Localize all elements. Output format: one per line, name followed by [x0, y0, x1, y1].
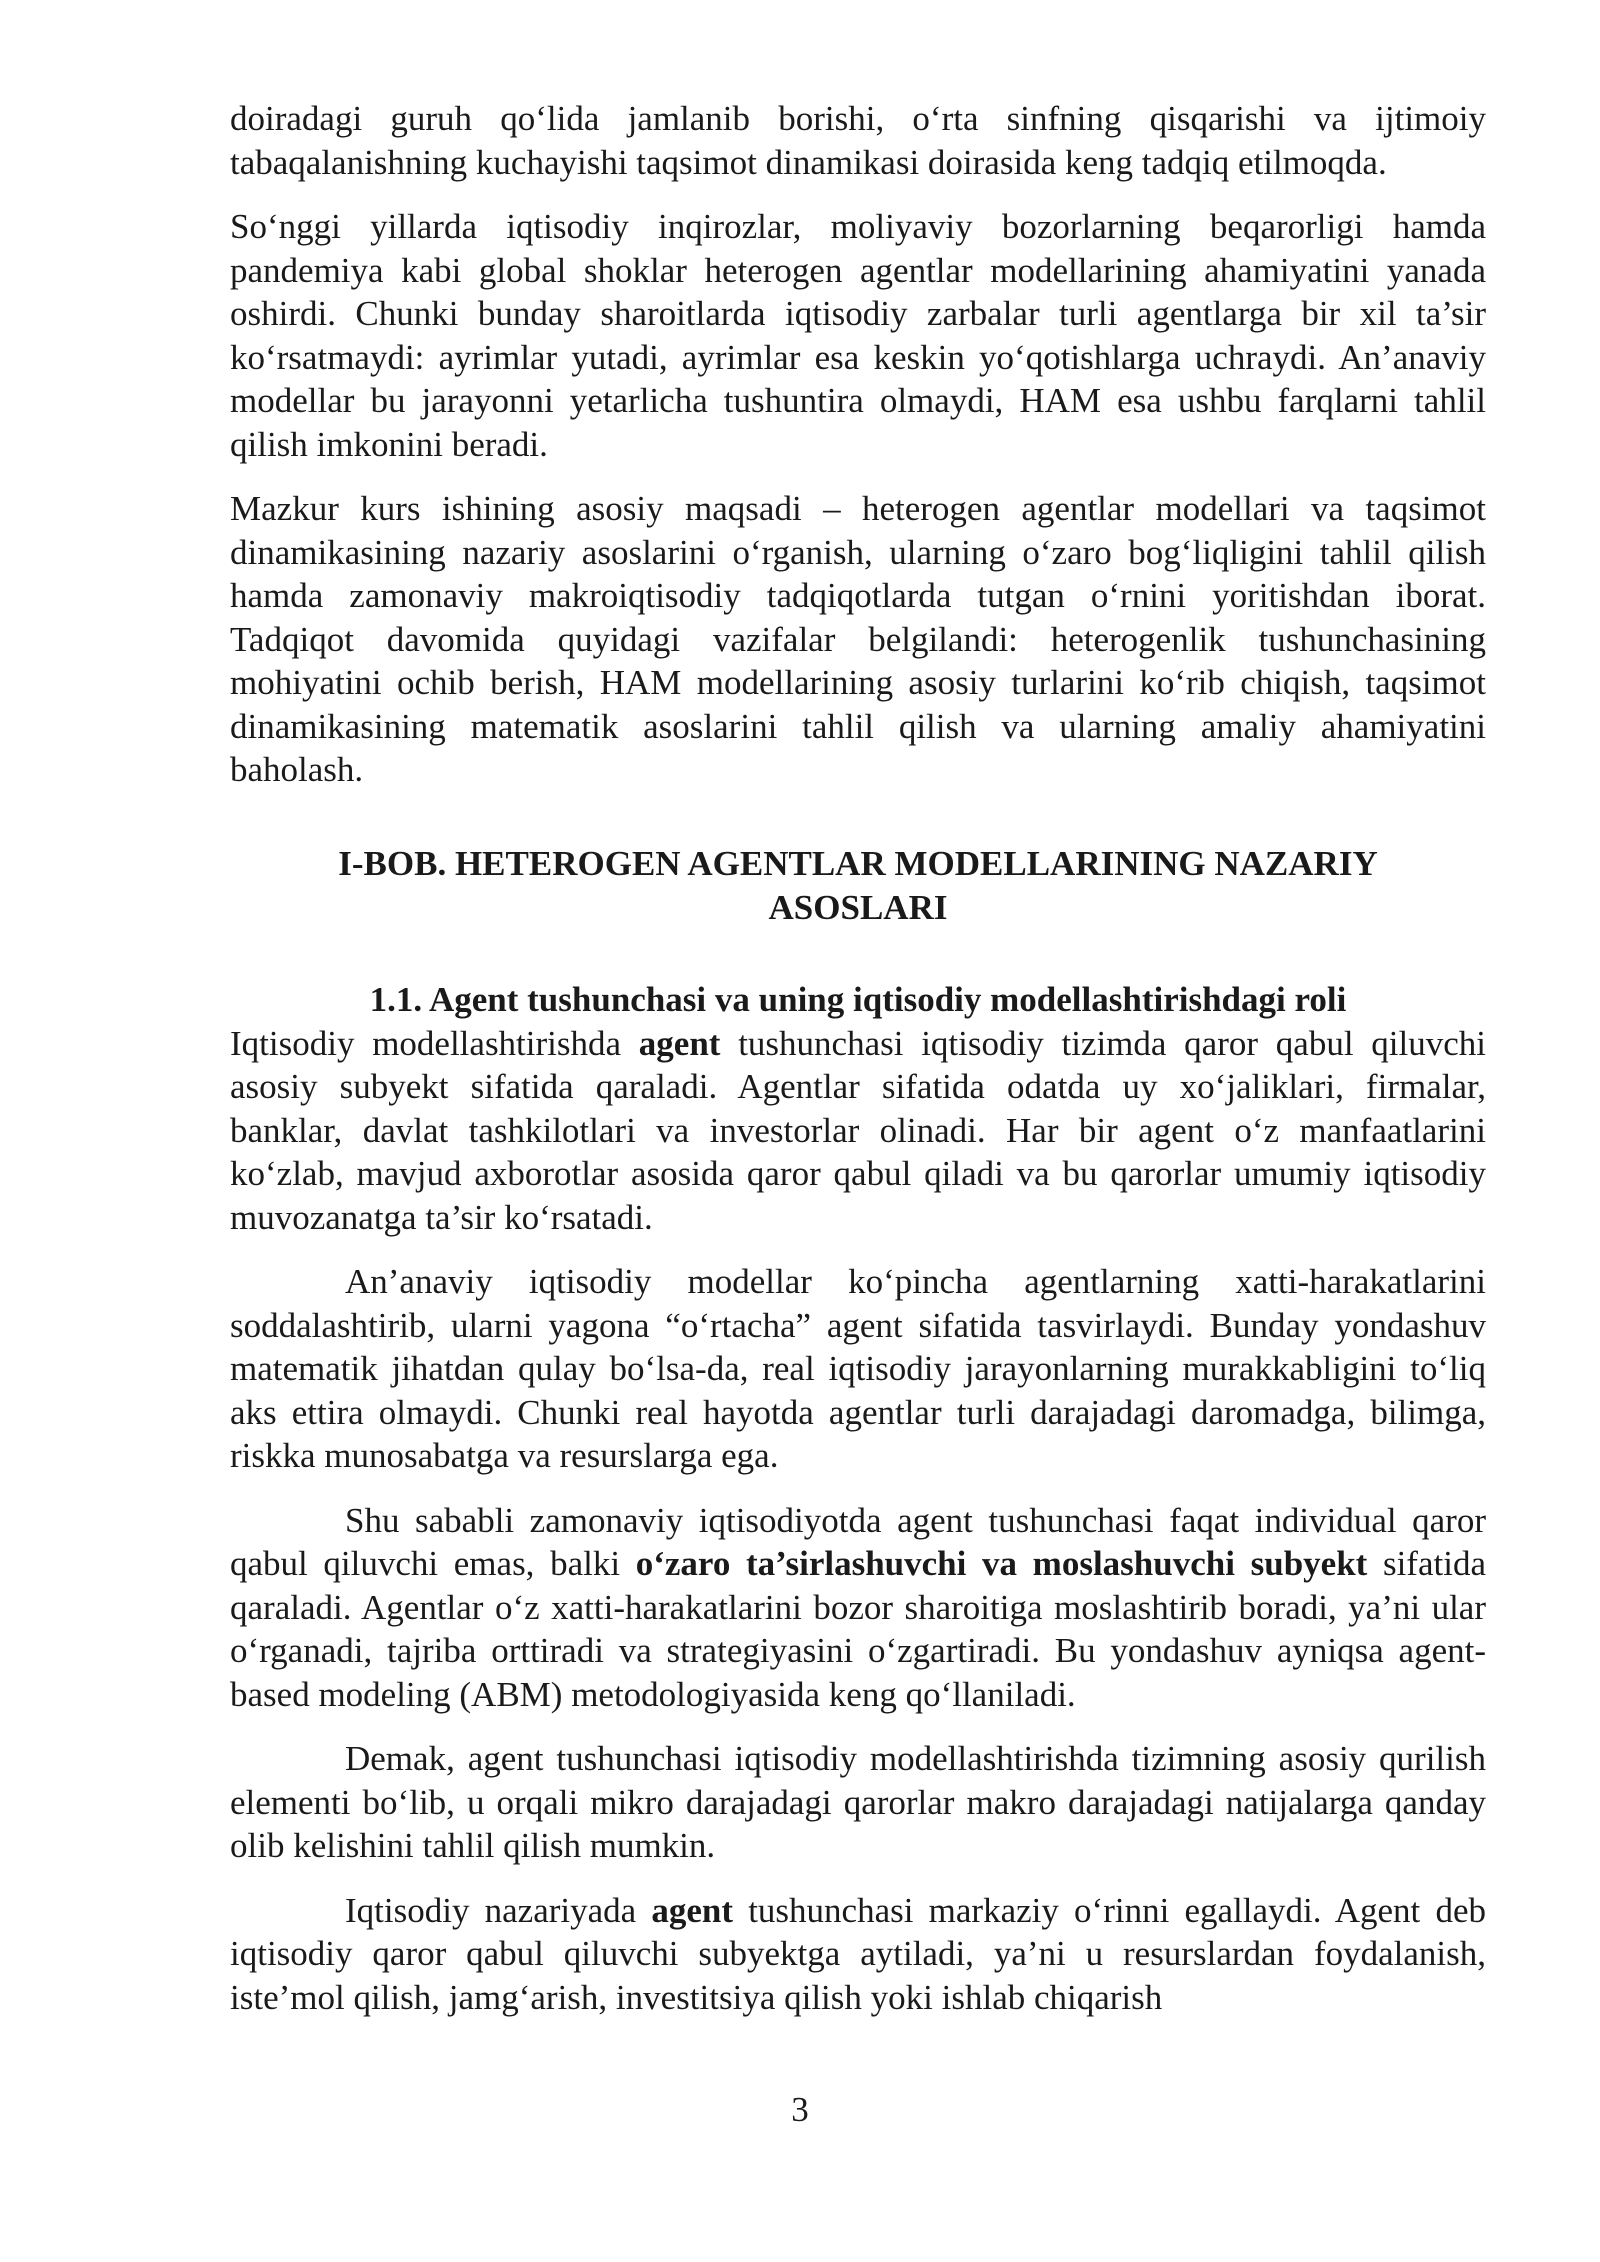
text: Iqtisodiy nazariyada [345, 1890, 652, 1930]
page-number: 3 [791, 2090, 809, 2129]
text: sifatida qaraladi. Agentlar o‘z xatti-harakatlarini bozor sharoitiga moslashtirib boradi, ya’ni ular o‘rganadi, tajriba orttiradi va strategiyasini o‘zgartiradi. Bu yondashuv ayniqsa agent-based modeling (ABM) metodologiyasida keng qo‘llaniladi. [230, 1544, 1486, 1714]
section-heading: 1.1. Agent tushunchasi va uning iqtisodiy modellashtirishdagi roli [369, 980, 1347, 1019]
intro-paragraphs [230, 97, 1486, 792]
text: tushunchasi iqtisodiy tizimda qaror qabul qiluvchi asosiy subyekt sifatida qaraladi. Agentlar sifatida odatda uy xo‘jaliklari, firmalar, banklar, davlat tashkilotlari va investorlar olinadi. Har bir agent o‘z manfaatlarini ko‘zlab, mavjud axborotlar asosida qaror qabul qiladi va bu qarorlar umumiy iqtisodiy muvozanatga ta’sir ko‘rsatadi. [230, 1023, 1486, 1237]
text: An’anaviy iqtisodiy modellar ko‘pincha agentlarning xatti-harakatlarini soddalashtirib, ularni yagona “o‘rtacha” agent sifatida tasvirlaydi. Bunday yondashuv matematik jihatdan qulay bo‘lsa-da, real iqtisodiy jarayonlarning murakkabligini to‘liq aks ettira olmaydi. Chunki real hayotda agentlar turli darajadagi daromadga, bilimga, riskka munosabatga va resurslarga ega. [230, 1262, 1486, 1475]
paragraph-conclusion [230, 1737, 1486, 1868]
bold-term: o‘zaro ta’sirlashuvchi va moslashuvchi subyekt [635, 1544, 1368, 1583]
text: Demak, agent tushunchasi iqtisodiy modellashtirishda tizimning asosiy qurilish elementi bo‘lib, u orqali mikro darajadagi qarorlar makro darajadagi natijalarga qanday olib kelishini tahlil qilish mumkin. [230, 1739, 1486, 1865]
paragraph-global-shocks: So‘nggi yillarda iqtisodiy inqirozlar, moliyaviy bozorlarning beqarorligi hamda pandemiya kabi global shoklar heterogen agentlar modellarining ahamiyatini yanada oshirdi. Chunki bunday sharoitlarda iqtisodiy zarbalar turli agentlarga bir xil ta’sir ko‘rsatmaydi: ayrimlar yutadi, ayrimlar esa keskin yo‘qotishlarga uchraydi. An’anaviy modellar bu jarayonni yetarlicha tushuntira olmaydi, HAM esa ushbu farqlarni tahlil qilish imkonini beradi. [230, 207, 1486, 464]
text: Iqtisodiy modellashtirishda [230, 1023, 639, 1063]
paragraph-adaptive-agents [230, 1499, 1486, 1717]
paragraph-traditional-models [230, 1260, 1486, 1478]
bold-term: agent [651, 1890, 734, 1930]
paragraph-agent-definition [230, 1022, 1486, 1240]
paragraph-course-goal: Mazkur kurs ishining asosiy maqsadi – heterogen agentlar modellari va taqsimot dinamikasining nazariy asoslarini o‘rganish, ularning o‘zaro bog‘liqligini tahlil qilish hamda zamonaviy makroiqtisodiy tadqiqotlarda tutgan o‘rnini yoritishdan iborat. Tadqiqot davomida quyidagi vazifalar belgilandi: heterogenlik tushunchasining mohiyatini ochib berish, HAM modellarining asosiy turlarini ko‘rib chiqish, taqsimot dinamikasining matematik asoslarini tahlil qilish va ularning amaliy ahamiyatini baholash. [230, 489, 1486, 789]
text: tushunchasi markaziy o‘rinni egallaydi. Agent deb iqtisodiy qaror qabul qiluvchi subyektga aytiladi, ya’ni u resurslardan foydalanish, iste’mol qilish, jamg‘arish, investitsiya qilish yoki ishlab chiqarish [230, 1890, 1486, 2017]
paragraph-economic-theory [230, 1889, 1486, 2020]
bold-term: agent [638, 1023, 721, 1063]
paragraph-continuation: doiradagi guruh qo‘lida jamlanib borishi, o‘rta sinfning qisqarishi va ijtimoiy tabaqalanishning kuchayishi taqsimot dinamikasi doirasida keng tadqiq etilmoqda. [230, 99, 1486, 182]
chapter-heading-line1: I-BOB. HETEROGEN AGENTLAR MODELLARINING NAZARIY [338, 844, 1378, 883]
chapter-heading-block [230, 842, 1486, 929]
section-block [230, 978, 1486, 2019]
chapter-heading-line2: ASOSLARI [768, 887, 948, 927]
text: Shu sababli zamonaviy iqtisodiyotda agent tushunchasi faqat individual qaror qabul qiluvchi emas, balki [230, 1500, 1486, 1583]
chapter-heading [230, 842, 1486, 929]
